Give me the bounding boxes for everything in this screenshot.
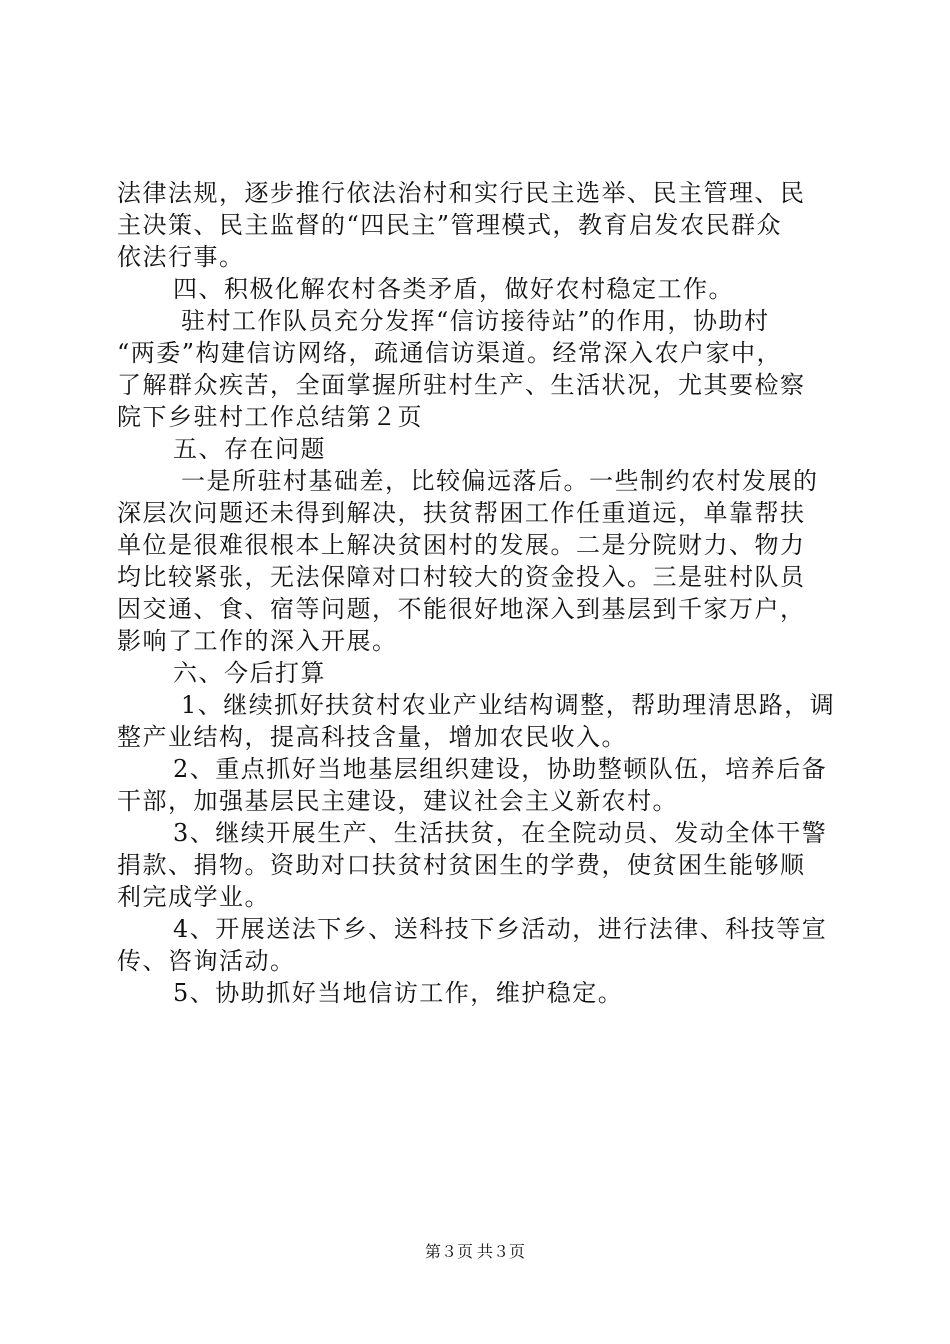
page-number-footer: 第３页 共３页 [424,1244,525,1261]
text-line: 一是所驻村基础差，比较偏远落后。一些制约农村发展的 [181,467,819,495]
text-line: 整产业结构，提高科技含量，增加农民收入。 [117,723,627,751]
section-heading: 四、积极化解农村各类矛盾，做好农村稳定工作。 [173,275,734,303]
text-line: 了解群众疾苦，全面掌握所驻村生产、生活状况，尤其要检察 [117,371,806,399]
section-heading: 五、存在问题 [173,435,326,463]
text-line: 深层次问题还未得到解决，扶贫帮困工作任重道远，单靠帮扶 [117,499,806,527]
text-line: 传、咨询活动。 [117,947,296,975]
text-line: 均比较紧张，无法保障对口村较大的资金投入。三是驻村队员 [117,563,806,591]
text-line: 主决策、民主监督的“四民主”管理模式，教育启发农民群众 [117,211,783,239]
text-line: 法律法规，逐步推行依法治村和实行民主选举、民主管理、民 [117,179,806,207]
text-line: 依法行事。 [117,243,245,271]
text-line: 影响了工作的深入开展。 [117,627,398,655]
list-item: 2、重点抓好当地基层组织建设，协助整顿队伍，培养后备 [173,755,828,783]
list-item: 1、继续抓好扶贫村农业产业结构调整，帮助理清思路，调 [181,691,836,719]
text-line: 单位是很难很根本上解决贫困村的发展。二是分院财力、物力 [117,531,806,559]
list-item: 4、开展送法下乡、送科技下乡活动，进行法律、科技等宣 [173,915,828,943]
list-item: 3、继续开展生产、生活扶贫，在全院动员、发动全体干警 [173,819,828,847]
section-heading: 六、今后打算 [173,659,326,687]
text-line: 因交通、食、宿等问题，不能很好地深入到基层到千家万户， [117,595,806,623]
text-line: 院下乡驻村工作总结第２页 [117,403,423,431]
text-line: 利完成学业。 [117,883,270,911]
text-line: 驻村工作队员充分发挥“信访接待站”的作用，协助村 [181,307,770,335]
text-line: “两委”构建信访网络，疏通信访渠道。经常深入农户家中， [117,339,783,367]
list-item: 5、协助抓好当地信访工作，维护稳定。 [173,979,624,1007]
text-line: 干部，加强基层民主建设，建议社会主义新农村。 [117,787,678,815]
text-line: 捐款、捐物。资助对口扶贫村贫困生的学费，使贫困生能够顺 [117,851,806,879]
